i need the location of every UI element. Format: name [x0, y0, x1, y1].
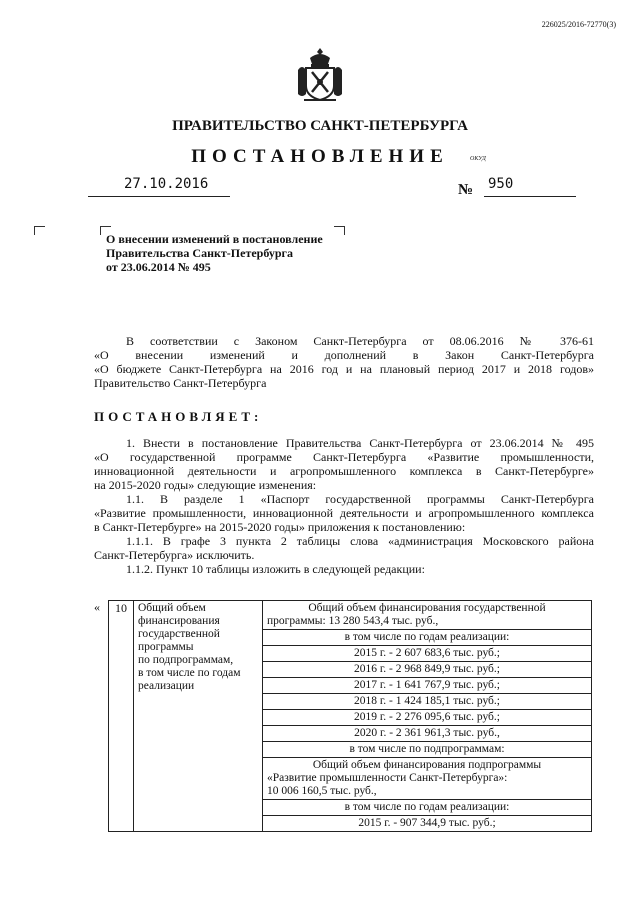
year-2018: 2018 г. - 1 424 185,1 тыс. руб.;	[263, 694, 592, 710]
cell-line: Общий объем финансирования подпрограммы	[312, 759, 542, 771]
item-line: инновационной деятельности и агропромышленного комплекса в Санкт-Петербурге»	[94, 464, 594, 478]
label-line: по подпрограммам,	[138, 654, 234, 666]
cell-line: «Развитие промышленности Санкт-Петербурга»:	[267, 772, 508, 784]
label-line: государственной	[138, 628, 220, 640]
item-line: в Санкт-Петербурге» на 2015-2020 годы» приложения к постановлению:	[94, 520, 466, 534]
label-line: финансирования	[138, 615, 220, 627]
document-subject	[106, 232, 356, 274]
okud-label: ОКУД	[470, 156, 486, 162]
label-line: в том числе по годам	[138, 667, 241, 679]
preamble-paragraph	[94, 334, 594, 390]
corner-mark	[34, 226, 45, 235]
cell-line: программы: 13 280 543,4 тыс. руб.,	[267, 615, 439, 627]
years-heading: в том числе по годам реализации:	[263, 630, 592, 646]
item-line: «О государственной программе Санкт-Петербурга «Развитие промышленности,	[94, 450, 594, 464]
row-number: 10	[109, 601, 134, 832]
document-id: 226025/2016-72770(3)	[541, 20, 616, 29]
number-label: №	[458, 182, 474, 198]
label-line: реализации	[138, 680, 195, 692]
preamble-line: Правительство Санкт-Петербурга	[94, 376, 267, 390]
item-line: 1. Внести в постановление Правительства Санкт-Петербурга от 23.06.2014 № 495	[126, 436, 594, 450]
item-line: Санкт-Петербурга» исключить.	[94, 548, 255, 562]
preamble-line: В соответствии с Законом Санкт-Петербурга от 08.06.2016 № 376-61	[126, 334, 594, 348]
preamble-line: «О внесении изменений и дополнений в Закон Санкт-Петербурга	[94, 348, 594, 362]
financing-table	[94, 600, 592, 832]
document-title: ПОСТАНОВЛЕНИЕ	[191, 146, 449, 167]
sub-year-2015: 2015 г. - 907 344,9 тыс. руб.;	[263, 816, 592, 832]
government-name: ПРАВИТЕЛЬСТВО САНКТ-ПЕТЕРБУРГА	[172, 118, 468, 134]
number-underline	[484, 196, 576, 197]
item-line: 1.1.1. В графе 3 пункта 2 таблицы слова «администрация Московского района	[126, 534, 594, 548]
year-2017: 2017 г. - 1 641 767,9 тыс. руб.;	[263, 678, 592, 694]
year-2016: 2016 г. - 2 968 849,9 тыс. руб.;	[263, 662, 592, 678]
item-line: 1.1. В разделе 1 «Паспорт государственной программы Санкт-Петербурга	[126, 492, 594, 506]
sub-years-heading: в том числе по годам реализации:	[263, 800, 592, 816]
subject-line: от 23.06.2014 № 495	[106, 260, 211, 274]
label-line: Общий объем	[138, 602, 206, 614]
label-line: программы	[138, 641, 194, 653]
subprograms-heading: в том числе по подпрограммам:	[263, 742, 592, 758]
document-number: 950	[488, 176, 514, 192]
decrees-heading: ПОСТАНОВЛЯЕТ:	[94, 409, 263, 424]
item-line: 1.1.2. Пункт 10 таблицы изложить в следующей редакции:	[126, 562, 425, 576]
year-2019: 2019 г. - 2 276 095,6 тыс. руб.;	[263, 710, 592, 726]
subject-line: О внесении изменений в постановление	[106, 232, 323, 246]
year-2015: 2015 г. - 2 607 683,6 тыс. руб.;	[263, 646, 592, 662]
decree-items	[94, 436, 594, 576]
preamble-line: «О бюджете Санкт-Петербурга на 2016 год и на плановый период 2017 и 2018 годов»	[94, 362, 594, 376]
item-line: «Развитие промышленности, инновационной деятельности и агропромышленного комплекса	[94, 506, 594, 520]
item-line: на 2015-2020 годы» следующие изменения:	[94, 478, 317, 492]
date-underline	[88, 196, 230, 197]
document-date: 27.10.2016	[124, 176, 209, 192]
year-2020: 2020 г. - 2 361 961,3 тыс. руб.,	[263, 726, 592, 742]
coat-of-arms-icon	[296, 46, 344, 106]
table-row	[94, 601, 592, 630]
subject-line: Правительства Санкт-Петербурга	[106, 246, 294, 260]
cell-line: Общий объем финансирования государственной	[308, 602, 546, 614]
subprogram-financing	[263, 758, 592, 800]
open-quote: «	[94, 599, 100, 614]
total-financing	[263, 601, 592, 630]
row-label	[134, 601, 263, 832]
cell-line: 10 006 160,5 тыс. руб.,	[267, 785, 377, 797]
